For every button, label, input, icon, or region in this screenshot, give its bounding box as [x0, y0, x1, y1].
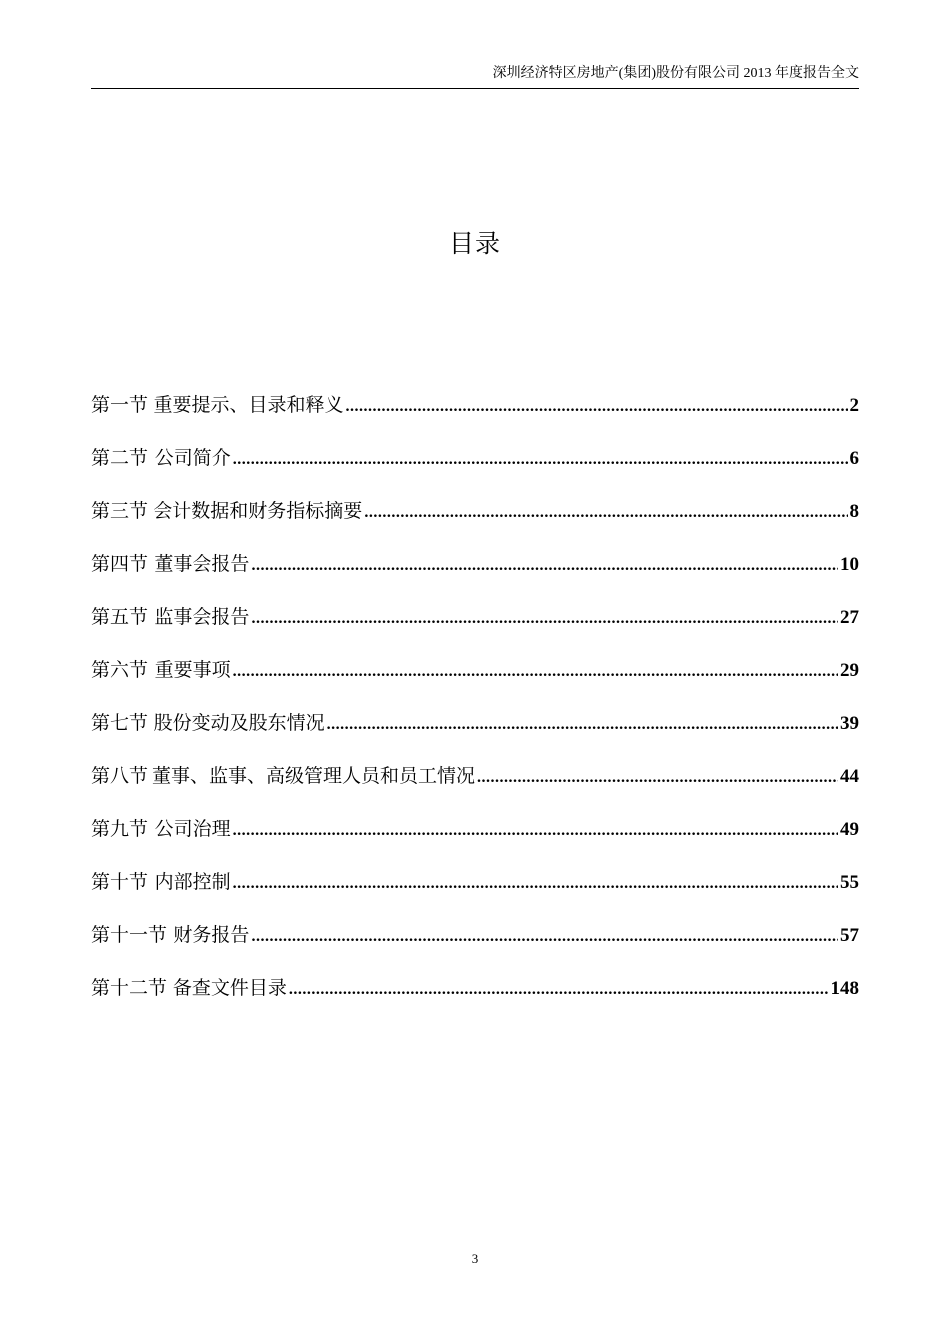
page-title: 目录	[448, 229, 501, 258]
footer-page-number: 3	[471, 1251, 479, 1266]
toc-section-title: 重要事项	[154, 659, 231, 681]
toc-entry[interactable]	[91, 761, 859, 814]
toc-section-number: 第十节	[91, 871, 149, 893]
toc-section-title: 股份变动及股东情况	[153, 712, 325, 734]
toc-page-number: 27	[840, 607, 859, 628]
toc-section-number: 第四节	[91, 553, 149, 575]
toc-section-number: 第八节	[91, 765, 149, 787]
toc-section-number: 第十二节	[91, 977, 168, 999]
toc-page-number: 6	[849, 448, 859, 469]
toc-dot-leader	[233, 445, 848, 475]
toc-dot-leader	[251, 922, 838, 952]
toc-page-number: 55	[840, 872, 859, 893]
toc-section-number: 第九节	[91, 818, 149, 840]
toc-section-title: 重要提示、目录和释义	[153, 394, 344, 416]
header-text: 深圳经济特区房地产(集团)股份有限公司 2013 年度报告全文	[492, 66, 859, 81]
toc-entry[interactable]	[91, 814, 859, 867]
toc-entry[interactable]	[91, 920, 859, 973]
toc-dot-leader	[327, 710, 838, 740]
toc-dot-leader	[233, 869, 838, 899]
toc-entry[interactable]	[91, 867, 859, 920]
toc-section-number: 第五节	[91, 606, 149, 628]
toc-section-title: 内部控制	[154, 871, 231, 893]
toc-section-number: 第十一节	[91, 924, 168, 946]
toc-page-number: 29	[840, 660, 859, 681]
toc-entry[interactable]	[91, 973, 859, 1026]
toc-page-number: 148	[830, 978, 859, 999]
toc-dot-leader	[233, 657, 838, 687]
toc-page-number: 57	[840, 925, 859, 946]
toc-page-number: 39	[840, 713, 859, 734]
toc-section-number: 第二节	[91, 447, 149, 469]
toc-section-title: 监事会报告	[154, 606, 250, 628]
table-of-contents	[91, 390, 859, 1026]
toc-dot-leader	[251, 551, 838, 581]
toc-entry[interactable]	[91, 443, 859, 496]
toc-section-title: 公司简介	[154, 447, 231, 469]
toc-entry[interactable]	[91, 549, 859, 602]
toc-section-number: 第三节	[91, 500, 149, 522]
toc-section-title: 公司治理	[154, 818, 231, 840]
toc-dot-leader	[477, 763, 838, 793]
toc-dot-leader	[233, 816, 838, 846]
toc-entry[interactable]	[91, 496, 859, 549]
toc-page-number: 49	[840, 819, 859, 840]
toc-section-number: 第七节	[91, 712, 149, 734]
toc-page-number: 44	[840, 766, 859, 787]
toc-page-number: 2	[849, 395, 859, 416]
toc-page-number: 10	[840, 554, 859, 575]
toc-entry[interactable]	[91, 708, 859, 761]
toc-section-title: 董事会报告	[154, 553, 250, 575]
toc-section-title: 财务报告	[173, 924, 250, 946]
running-header	[91, 64, 859, 89]
toc-section-title: 董事、监事、高级管理人员和员工情况	[151, 765, 475, 787]
toc-section-title: 备查文件目录	[172, 977, 287, 999]
toc-section-title: 会计数据和财务指标摘要	[153, 500, 363, 522]
toc-section-number: 第一节	[91, 394, 149, 416]
toc-dot-leader	[364, 498, 847, 528]
toc-dot-leader	[251, 604, 838, 634]
toc-entry[interactable]	[91, 390, 859, 443]
toc-dot-leader	[346, 392, 848, 422]
toc-page-number: 8	[849, 501, 859, 522]
toc-entry[interactable]	[91, 655, 859, 708]
toc-entry[interactable]	[91, 602, 859, 655]
toc-section-number: 第六节	[91, 659, 149, 681]
toc-dot-leader	[289, 975, 829, 1005]
